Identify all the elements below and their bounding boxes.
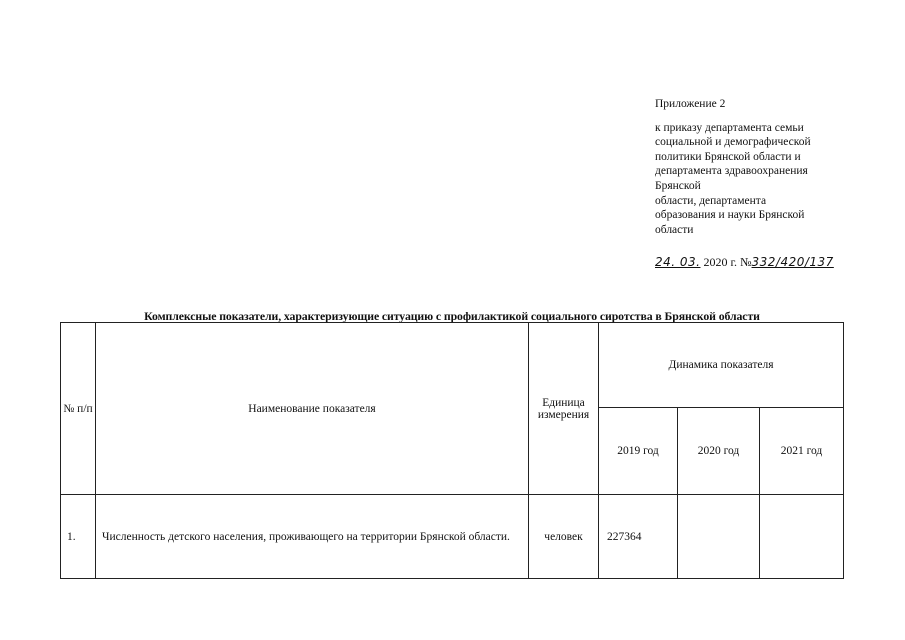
appendix-line: Брянской — [655, 179, 701, 192]
appendix-line: области — [655, 223, 694, 236]
row-value-2019: 227364 — [599, 495, 678, 579]
appendix-line: социальной и демографической — [655, 136, 811, 149]
row-value-2021 — [760, 495, 844, 579]
appendix-title: Приложение 2 — [655, 98, 726, 110]
header-unit: Единица измерения — [529, 323, 599, 495]
order-date-handwritten: 24. 03. — [655, 255, 701, 269]
indicators-table — [60, 322, 844, 579]
appendix-block — [655, 97, 855, 237]
row-name: Численность детского населения, проживающего на территории Брянской области. — [96, 495, 529, 579]
order-reference — [655, 255, 834, 270]
header-year-2020: 2020 год — [678, 408, 760, 495]
row-num: 1. — [61, 495, 96, 579]
order-number-handwritten: 332/420/137 — [751, 255, 834, 269]
document-heading: Комплексные показатели, характеризующие ситуацию с профилактикой социального сиротства в Брянской области — [144, 309, 760, 323]
table-row — [61, 495, 844, 579]
appendix-line: департамента здравоохранения — [655, 165, 808, 178]
header-name: Наименование показателя — [96, 323, 529, 495]
header-num: № п/п — [61, 323, 96, 495]
appendix-line: к приказу департамента семьи — [655, 121, 804, 134]
header-year-2021: 2021 год — [760, 408, 844, 495]
row-unit: человек — [529, 495, 599, 579]
row-value-2020 — [678, 495, 760, 579]
order-year: 2020 г. — [703, 255, 738, 269]
header-year-2019: 2019 год — [599, 408, 678, 495]
header-dynamics: Динамика показателя — [599, 323, 844, 408]
order-number-label: № — [740, 255, 752, 269]
appendix-line: политики Брянской области и — [655, 150, 801, 163]
appendix-line: образования и науки Брянской — [655, 209, 805, 222]
appendix-line: области, департамента — [655, 194, 767, 207]
table-header-row — [61, 323, 844, 408]
